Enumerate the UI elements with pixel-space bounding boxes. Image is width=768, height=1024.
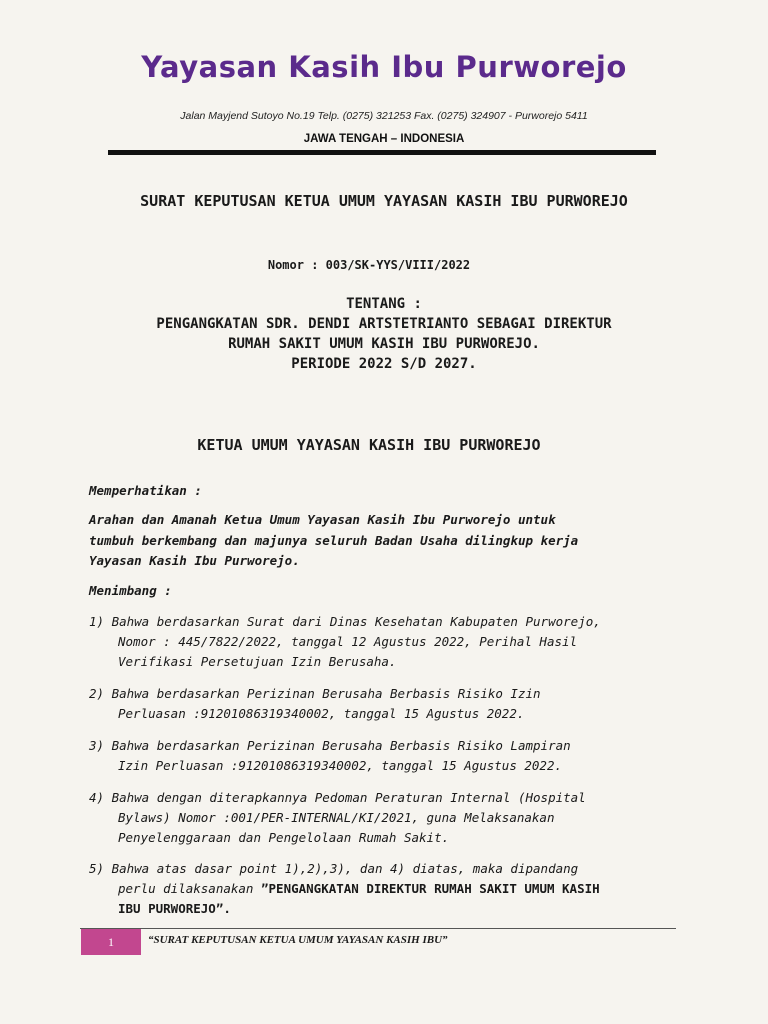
- item-line: 3) Bahwa berdasarkan Perizinan Berusaha Berbasis Risiko Lampiran: [89, 738, 571, 753]
- item-emphasis: ”PENGANGKATAN DIREKTUR RUMAH SAKIT UMUM KASIH: [261, 881, 600, 896]
- item-line: 2) Bahwa berdasarkan Perizinan Berusaha Berbasis Risiko Izin: [89, 686, 541, 701]
- organization-region: JAWA TENGAH – INDONESIA: [303, 133, 465, 145]
- subject-line: TENTANG :: [346, 296, 422, 312]
- paragraph-line: tumbuh berkembang dan majunya seluruh Badan Usaha dilingkup kerja: [89, 532, 579, 548]
- consideration-item-1: [89, 612, 672, 672]
- item-line: Izin Perluasan :91201086319340002, tanggal 15 Agustus 2022.: [118, 758, 563, 773]
- memperhatikan-paragraph: [89, 510, 672, 572]
- item-line: Penyelenggaraan dan Pengelolaan Rumah Sakit.: [118, 830, 450, 845]
- issuer-heading: KETUA UMUM YAYASAN KASIH IBU PURWOREJO: [197, 436, 541, 454]
- menimbang-label: Menimbang :: [89, 583, 172, 598]
- item-line: Bylaws) Nomor :001/PER-INTERNAL/KI/2021, guna Melaksanakan: [118, 810, 555, 825]
- subject-block: [0, 294, 768, 374]
- memperhatikan-label: Memperhatikan :: [89, 483, 202, 498]
- organization-address: Jalan Mayjend Sutoyo No.19 Telp. (0275) 321253 Fax. (0275) 324907 - Purworejo 5411: [180, 110, 588, 122]
- subject-line: PENGANGKATAN SDR. DENDI ARTSTETRIANTO SEBAGAI DIREKTUR: [156, 316, 612, 332]
- subject-line: RUMAH SAKIT UMUM KASIH IBU PURWOREJO.: [228, 336, 540, 352]
- footer-title: “SURAT KEPUTUSAN KETUA UMUM YAYASAN KASIH IBU”: [148, 934, 448, 946]
- item-line: [89, 899, 672, 919]
- consideration-item-3: [89, 736, 672, 776]
- organization-name: Yayasan Kasih Ibu Purworejo: [141, 50, 627, 84]
- item-text: perlu dilaksanakan: [118, 881, 261, 896]
- document-title: SURAT KEPUTUSAN KETUA UMUM YAYASAN KASIH IBU PURWOREJO: [140, 192, 628, 210]
- consideration-item-2: [89, 684, 672, 724]
- consideration-item-5: [89, 859, 672, 919]
- paragraph-line: Yayasan Kasih Ibu Purworejo.: [89, 553, 300, 568]
- footer-divider: [80, 928, 676, 929]
- item-line: Perluasan :91201086319340002, tanggal 15 Agustus 2022.: [118, 706, 525, 721]
- item-line: 1) Bahwa berdasarkan Surat dari Dinas Kesehatan Kabupaten Purworejo,: [89, 614, 601, 629]
- item-emphasis: IBU PURWOREJO”.: [118, 901, 231, 916]
- item-line: 4) Bahwa dengan diterapkannya Pedoman Peraturan Internal (Hospital: [89, 790, 586, 805]
- item-line: Verifikasi Persetujuan Izin Berusaha.: [118, 654, 397, 669]
- item-line: 5) Bahwa atas dasar point 1),2),3), dan 4) diatas, maka dipandang: [89, 861, 579, 876]
- header-divider: [108, 150, 656, 155]
- subject-line: PERIODE 2022 S/D 2027.: [291, 356, 477, 372]
- document-number: Nomor : 003/SK-YYS/VIII/2022: [267, 258, 471, 272]
- page-number-badge: 1: [81, 929, 141, 955]
- consideration-item-4: [89, 788, 672, 848]
- item-line: [89, 879, 672, 899]
- paragraph-line: Arahan dan Amanah Ketua Umum Yayasan Kasih Ibu Purworejo untuk: [89, 512, 556, 527]
- item-line: Nomor : 445/7822/2022, tanggal 12 Agustus 2022, Perihal Hasil: [118, 634, 578, 649]
